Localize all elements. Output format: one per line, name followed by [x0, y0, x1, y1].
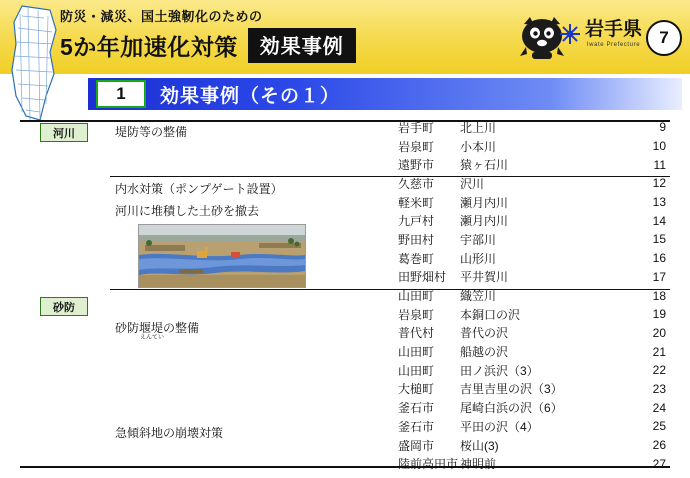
entry-page: 27	[652, 456, 666, 471]
list-item	[398, 454, 668, 473]
list-item	[398, 137, 668, 156]
river-construction-photo	[138, 224, 306, 288]
entry-name: 平田の沢（4）	[460, 419, 539, 434]
entry-city: 大槌町	[398, 382, 435, 397]
list-item	[398, 305, 668, 324]
entry-city: 盛岡市	[398, 438, 435, 453]
prefecture-name-block	[585, 20, 642, 48]
entry-city: 岩泉町	[398, 307, 435, 322]
entry-city: 陸前高田市	[398, 457, 459, 472]
entry-city: 岩手町	[398, 120, 435, 135]
prefecture-name-en: Iwate Prefecture	[586, 42, 641, 48]
header-subtitle: 防災・減災、国土強靭化のための	[60, 9, 263, 24]
entry-city: 釜石市	[398, 401, 435, 416]
entry-page: 9	[659, 120, 666, 135]
entry-name: 宇部川	[460, 232, 497, 247]
entry-name: 瀬月内川	[460, 214, 509, 229]
entry-name: 北上川	[460, 120, 497, 135]
entry-name: 織笠川	[460, 289, 497, 304]
list-item	[398, 286, 668, 305]
entry-name: 小本川	[460, 139, 497, 154]
entry-city: 普代村	[398, 326, 435, 341]
subject-label-5: 急傾斜地の崩壊対策	[115, 426, 224, 440]
section-title-text: 効果事例（その１）	[160, 85, 341, 107]
subject-furigana-4: えんてい	[140, 335, 165, 341]
entry-page: 14	[652, 213, 666, 228]
entry-name: 船越の沢	[460, 345, 509, 360]
header-text-block	[60, 6, 530, 63]
entry-city: 軽米町	[398, 195, 435, 210]
entry-name: 吉里吉里の沢（3）	[460, 382, 563, 397]
list-item	[398, 268, 668, 287]
entry-page: 23	[652, 381, 666, 396]
section-number: 1	[96, 80, 146, 108]
entry-page: 12	[652, 176, 666, 191]
entry-city: 九戸村	[398, 214, 435, 229]
entry-city: 野田村	[398, 232, 435, 247]
prefecture-map-icon	[6, 4, 64, 124]
list-item	[398, 398, 668, 417]
list-item	[398, 118, 668, 137]
entry-name: 普代の沢	[460, 326, 509, 341]
entry-page: 18	[652, 288, 666, 303]
list-item	[398, 361, 668, 380]
entry-page: 21	[652, 344, 666, 359]
section-tag-river: 河川	[40, 123, 88, 142]
header-banner	[0, 0, 690, 74]
page-number-badge: 7	[646, 20, 682, 56]
entry-name: 田ノ浜沢（3）	[460, 363, 539, 378]
list-item	[398, 324, 668, 343]
entry-city: 田野畑村	[398, 270, 447, 285]
section-title-bar	[88, 78, 682, 110]
entry-page: 26	[652, 438, 666, 453]
entry-name: 平井賀川	[460, 270, 509, 285]
subject-label-1: 堤防等の整備	[115, 125, 188, 139]
list-item	[398, 436, 668, 455]
star-icon	[560, 24, 580, 44]
entry-city: 葛巻町	[398, 251, 435, 266]
list-item	[398, 174, 668, 193]
entry-name: 猿ヶ石川	[460, 158, 509, 173]
list-item	[398, 211, 668, 230]
prefecture-logo	[560, 20, 642, 48]
entry-city: 久慈市	[398, 176, 435, 191]
list-item	[398, 417, 668, 436]
entry-city: 岩泉町	[398, 139, 435, 154]
entry-city: 遠野市	[398, 158, 435, 173]
entry-page: 19	[652, 307, 666, 322]
entry-city: 山田町	[398, 363, 435, 378]
entry-name: 尾崎白浜の沢（6）	[460, 401, 563, 416]
entry-page: 13	[652, 195, 666, 210]
prefecture-name-jp: 岩手県	[584, 19, 642, 40]
entry-page: 10	[652, 139, 666, 154]
list-item	[398, 249, 668, 268]
list-item	[398, 380, 668, 399]
entry-page: 24	[652, 400, 666, 415]
entry-page: 17	[652, 269, 666, 284]
list-item	[398, 342, 668, 361]
entry-page: 25	[652, 419, 666, 434]
entry-page: 11	[653, 157, 666, 172]
entry-page: 20	[652, 325, 666, 340]
subject-label-3: 河川に堆積した土砂を撤去	[115, 204, 260, 218]
entry-name: 本銅口の沢	[460, 307, 521, 322]
entry-city: 山田町	[398, 289, 435, 304]
header-chip-label: 効果事例	[248, 28, 356, 63]
subject-label-4: 砂防堰堤の整備	[115, 321, 200, 335]
list-item	[398, 155, 668, 174]
list-item	[398, 230, 668, 249]
list-item	[398, 193, 668, 212]
entry-list	[398, 118, 668, 473]
header-title: 5か年加速化対策	[60, 34, 238, 60]
entry-name: 山形川	[460, 251, 497, 266]
entry-city: 釜石市	[398, 419, 435, 434]
entry-name: 沢川	[460, 176, 485, 191]
entry-name: 瀬月内川	[460, 195, 509, 210]
entry-name: 桜山(3)	[460, 438, 499, 453]
entry-name: 神明前	[460, 457, 497, 472]
section-tag-sabo: 砂防	[40, 297, 88, 316]
entry-page: 22	[652, 363, 666, 378]
entry-page: 15	[652, 232, 666, 247]
subject-label-2: 内水対策（ポンプゲート設置）	[115, 182, 283, 196]
entry-city: 山田町	[398, 345, 435, 360]
content-area	[0, 112, 690, 478]
entry-page: 16	[652, 251, 666, 266]
